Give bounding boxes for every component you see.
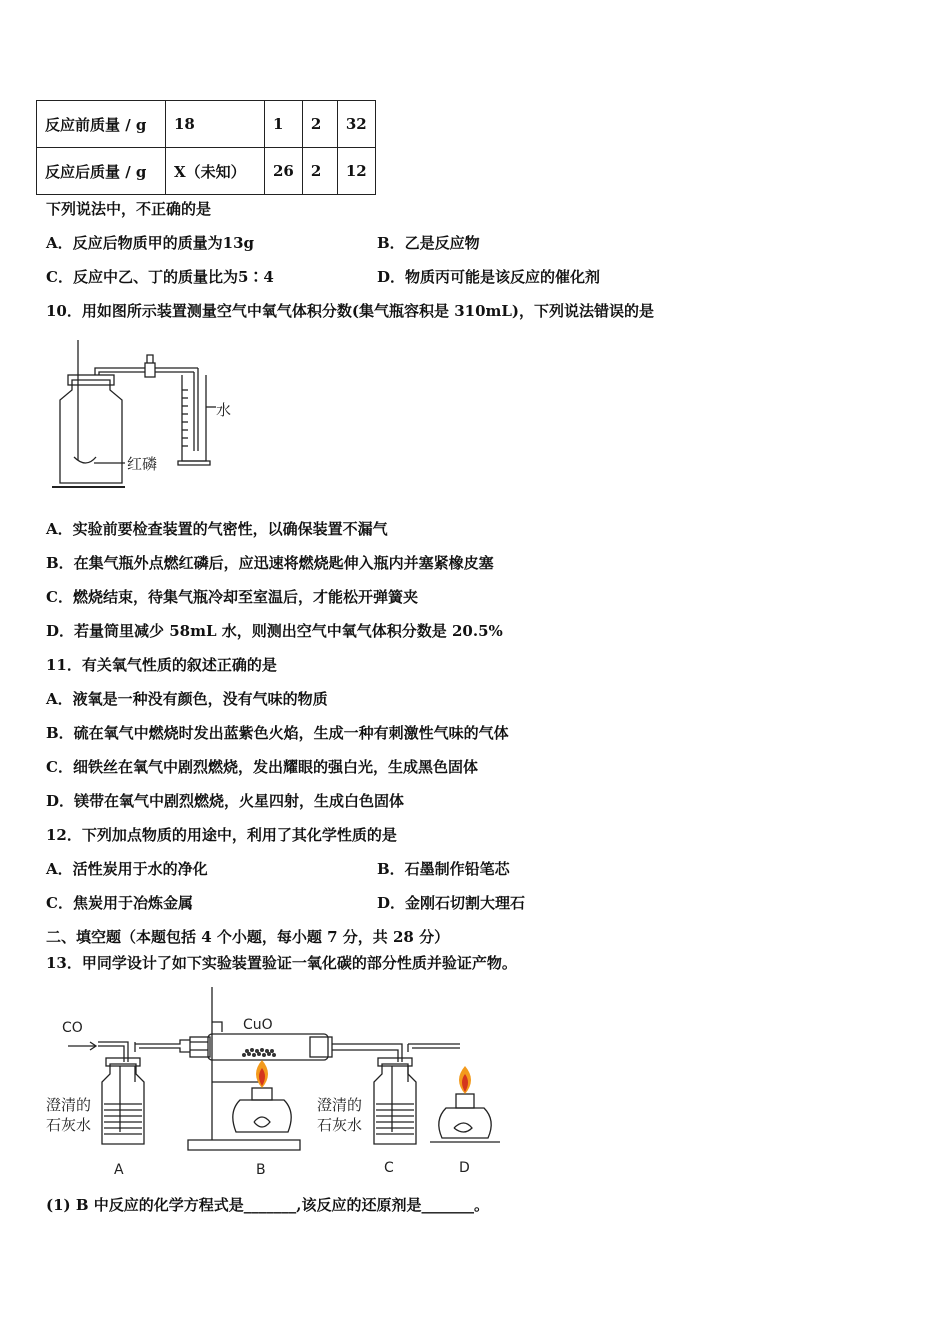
apparatus-label-b: B bbox=[256, 1162, 266, 1178]
q11-option-c: C．细铁丝在氧气中剧烈燃烧，发出耀眼的强白光，生成黑色固体 bbox=[46, 758, 478, 776]
q9-stem: 下列说法中，不正确的是 bbox=[46, 200, 212, 218]
red-phosphorus-label: 红磷 bbox=[127, 455, 158, 473]
apparatus-label-c: C bbox=[384, 1160, 394, 1176]
table-cell: 1 bbox=[265, 101, 303, 148]
q13-stem: 13．甲同学设计了如下实验装置验证一氧化碳的部分性质并验证产物。 bbox=[46, 954, 517, 972]
q9-option-a: A．反应后物质甲的质量为13g bbox=[46, 234, 255, 252]
mass-table bbox=[36, 100, 376, 195]
q13-sub1: (1) B 中反应的化学方程式是_______,该反应的还原剂是_______。 bbox=[46, 1196, 489, 1214]
table-cell: 反应后质量 / g bbox=[37, 148, 166, 195]
limewater-a-label: 澄清的 bbox=[46, 1096, 92, 1114]
q10-option-c: C．燃烧结束，待集气瓶冷却至室温后，才能松开弹簧夹 bbox=[46, 588, 418, 606]
q10-option-a: A．实验前要检查装置的气密性，以确保装置不漏气 bbox=[46, 520, 388, 538]
q10-stem: 10．用如图所示装置测量空气中氧气体积分数(集气瓶容积是 310mL)，下列说法错误的是 bbox=[46, 302, 655, 320]
q12-option-a: A．活性炭用于水的净化 bbox=[46, 860, 208, 878]
co-reduction-apparatus-figure bbox=[40, 982, 510, 1182]
q12-option-c: C．焦炭用于冶炼金属 bbox=[46, 894, 193, 912]
table-cell: X（未知） bbox=[166, 148, 265, 195]
limewater-c-label: 石灰水 bbox=[317, 1116, 363, 1134]
table-cell: 2 bbox=[302, 101, 337, 148]
flame-icon bbox=[459, 1066, 471, 1094]
q9-option-c: C．反应中乙、丁的质量比为5∶4 bbox=[46, 268, 274, 286]
q10-option-d: D．若量筒里减少 58mL 水，则测出空气中氧气体积分数是 20.5% bbox=[46, 622, 503, 640]
table-cell: 18 bbox=[166, 101, 265, 148]
q11-option-d: D．镁带在氧气中剧烈燃烧，火星四射，生成白色固体 bbox=[46, 792, 405, 810]
q12-option-d: D．金刚石切割大理石 bbox=[377, 894, 526, 912]
apparatus-label-a: A bbox=[114, 1162, 124, 1178]
limewater-c-label: 澄清的 bbox=[317, 1096, 363, 1114]
cuo-label: CuO bbox=[243, 1017, 273, 1033]
cuo-powder bbox=[242, 1048, 276, 1057]
table-row bbox=[37, 148, 376, 195]
table-cell: 26 bbox=[265, 148, 303, 195]
q12-option-b: B．石墨制作铅笔芯 bbox=[377, 860, 510, 878]
water-label: 水 bbox=[216, 401, 232, 419]
q11-option-b: B．硫在氧气中燃烧时发出蓝紫色火焰，生成一种有刺激性气味的气体 bbox=[46, 724, 509, 742]
q11-stem: 11．有关氧气性质的叙述正确的是 bbox=[46, 656, 277, 674]
table-row bbox=[37, 101, 376, 148]
q9-option-d: D．物质丙可能是该反应的催化剂 bbox=[377, 268, 601, 286]
limewater-a-label: 石灰水 bbox=[46, 1116, 92, 1134]
table-cell: 反应前质量 / g bbox=[37, 101, 166, 148]
table-cell: 12 bbox=[337, 148, 375, 195]
q11-option-a: A．液氧是一种没有颜色，没有气味的物质 bbox=[46, 690, 328, 708]
q10-option-b: B．在集气瓶外点燃红磷后，应迅速将燃烧匙伸入瓶内并塞紧橡皮塞 bbox=[46, 554, 494, 572]
oxygen-apparatus-figure bbox=[50, 335, 250, 495]
table-cell: 2 bbox=[302, 148, 337, 195]
co-label: CO bbox=[62, 1020, 83, 1036]
q9-option-b: B．乙是反应物 bbox=[377, 234, 480, 252]
section-heading: 二、填空题（本题包括 4 个小题，每小题 7 分，共 28 分） bbox=[46, 928, 450, 946]
flame-icon bbox=[256, 1060, 268, 1088]
table-cell: 32 bbox=[337, 101, 375, 148]
apparatus-label-d: D bbox=[459, 1160, 470, 1176]
q12-stem: 12．下列加点物质的用途中，利用了其化学性质的是 bbox=[46, 826, 397, 844]
